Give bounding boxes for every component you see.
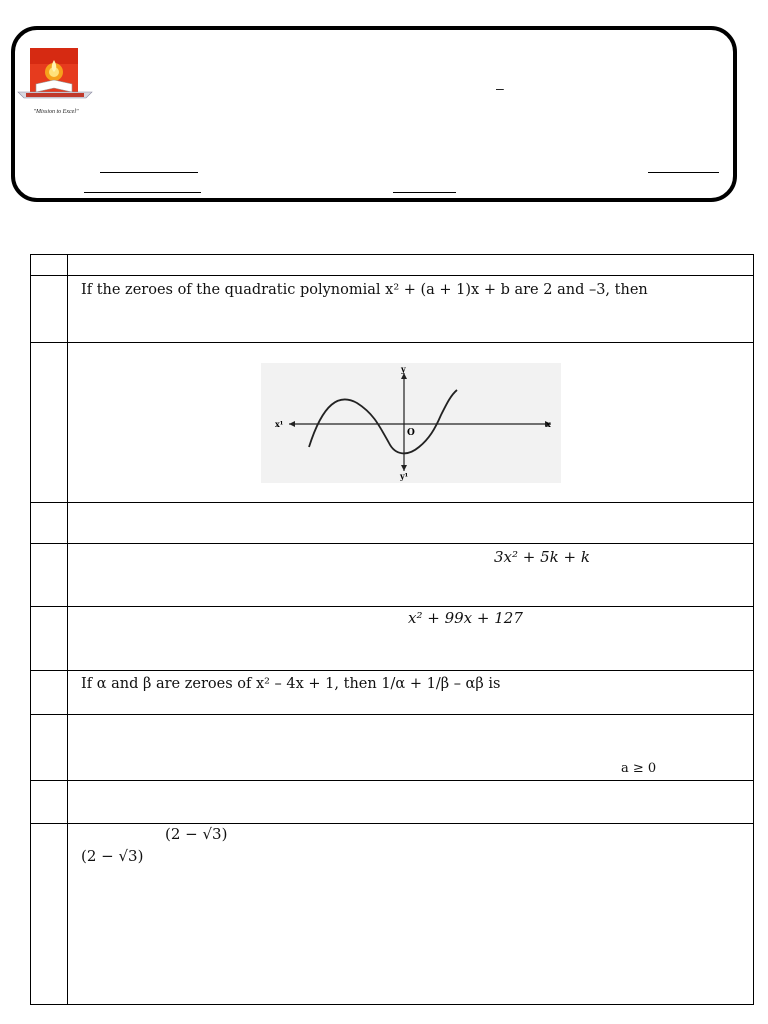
question-number-cell xyxy=(31,503,68,544)
polynomial-curve xyxy=(309,390,457,453)
question-row-6 xyxy=(31,671,754,715)
question-number-cell xyxy=(31,544,68,607)
y-axis-label: y xyxy=(401,364,406,374)
question-number-cell xyxy=(31,276,68,343)
polynomial-graph xyxy=(261,363,561,483)
question-row-9 xyxy=(31,824,754,1005)
question-number-cell xyxy=(31,715,68,781)
question-cell xyxy=(68,607,754,671)
question-number-cell xyxy=(31,607,68,671)
y-negative-label: y¹ xyxy=(400,471,409,481)
question-cell xyxy=(68,671,754,715)
table-header-row xyxy=(31,255,754,276)
question-cell xyxy=(68,781,754,824)
header-box xyxy=(11,26,737,202)
x-axis-left-arrow-icon xyxy=(289,421,295,427)
question-number-cell xyxy=(31,343,68,503)
origin-label: O xyxy=(407,428,415,438)
question-cell xyxy=(68,715,754,781)
question-number-cell xyxy=(31,671,68,715)
question-cell xyxy=(68,276,754,343)
question-cell xyxy=(68,343,754,503)
blank-line-4 xyxy=(393,192,456,193)
blank-line-2 xyxy=(648,172,719,173)
question-cell xyxy=(68,544,754,607)
polynomial-graph-svg xyxy=(261,363,561,483)
header-dash: – xyxy=(496,80,504,96)
blank-line-1 xyxy=(100,172,198,173)
logo-motto: "Mission to Excel" xyxy=(33,109,79,115)
question-cell xyxy=(68,824,754,1005)
question-number-cell xyxy=(31,781,68,824)
math-expression-left: (2 − √3) xyxy=(81,847,144,865)
question-row-7 xyxy=(31,715,754,781)
blank-line-3 xyxy=(84,192,201,193)
math-expression: 3x² + 5k + k xyxy=(494,548,590,566)
question-text: If α and β are zeroes of x² – 4x + 1, then 1/α + 1/β – αβ is xyxy=(81,676,501,692)
x-negative-label: x¹ xyxy=(275,419,284,429)
question-row-5 xyxy=(31,607,754,671)
question-row-1 xyxy=(31,276,754,343)
question-row-2 xyxy=(31,343,754,503)
math-expression: a ≥ 0 xyxy=(621,761,657,776)
question-number-cell xyxy=(31,255,68,276)
question-cell xyxy=(68,255,754,276)
question-row-4 xyxy=(31,544,754,607)
x-axis-label: x xyxy=(546,419,551,429)
math-expression-top: (2 − √3) xyxy=(165,825,228,843)
question-text: If the zeroes of the quadratic polynomial x² + (a + 1)x + b are 2 and –3, then xyxy=(81,282,648,298)
question-row-8 xyxy=(31,781,754,824)
math-expression: x² + 99x + 127 xyxy=(408,609,523,627)
question-number-cell xyxy=(31,824,68,1005)
question-row-3 xyxy=(31,503,754,544)
question-cell xyxy=(68,503,754,544)
questions-table xyxy=(30,254,754,1005)
